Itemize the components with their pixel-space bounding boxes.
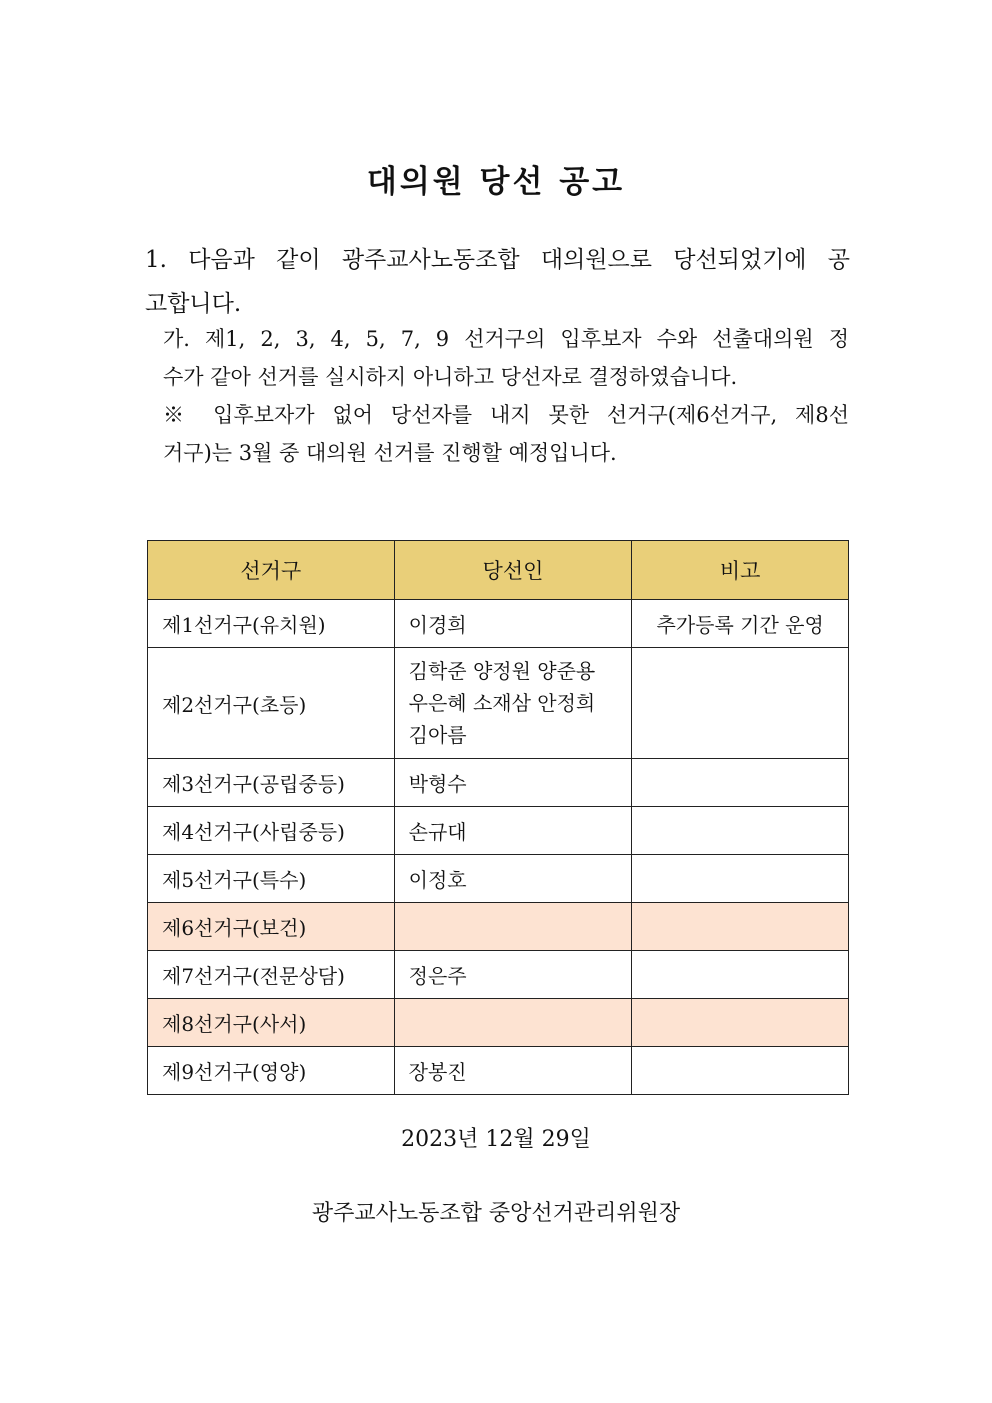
header-note: 비고 (632, 541, 849, 600)
table-row (148, 807, 849, 855)
district-cell: 제2선거구(초등) (148, 648, 395, 759)
election-results-table (147, 540, 849, 1095)
winners-cell (394, 999, 632, 1047)
winners-cell: 이정호 (394, 855, 632, 903)
signer-title: 광주교사노동조합 중앙선거관리위원장 (311, 1201, 681, 1226)
winners-cell: 정은주 (394, 951, 632, 999)
note-cell (632, 903, 849, 951)
table-row-vacant (148, 903, 849, 951)
note-line-1: ※ 입후보자가 없어 당선자를 내지 못한 선거구(제6선거구, 제8선 (163, 403, 849, 427)
table-row (148, 600, 849, 648)
announcement-line-2: 고합니다. (145, 291, 242, 317)
winners-cell (394, 903, 632, 951)
note-cell (632, 855, 849, 903)
table-row-vacant (148, 999, 849, 1047)
winners-cell: 박형수 (394, 759, 632, 807)
announcement-paragraph (145, 238, 850, 326)
district-cell: 제9선거구(영양) (148, 1047, 395, 1095)
note-paragraph (163, 396, 849, 472)
announcement-date: 2023년 12월 29일 (401, 1127, 591, 1152)
header-district: 선거구 (148, 541, 395, 600)
announcement-line-1: 1. 다음과 같이 광주교사노동조합 대의원으로 당선되었기에 공 (145, 247, 850, 273)
winners-cell: 장봉진 (394, 1047, 632, 1095)
page-title: 대의원 당선 공고 (366, 164, 626, 200)
note-cell: 추가등록 기간 운영 (632, 600, 849, 648)
header-winners: 당선인 (394, 541, 632, 600)
sub-paragraph-a-line-1: 가. 제1, 2, 3, 4, 5, 7, 9 선거구의 입후보자 수와 선출대의원 정 (163, 327, 849, 351)
district-cell: 제6선거구(보건) (148, 903, 395, 951)
note-cell (632, 951, 849, 999)
note-line-2: 거구)는 3월 중 대의원 선거를 진행할 예정입니다. (163, 441, 617, 465)
table-header-row (148, 541, 849, 600)
winners-cell: 김학준 양정원 양준용 우은혜 소재삼 안정희 김아름 (394, 648, 632, 759)
district-cell: 제1선거구(유치원) (148, 600, 395, 648)
winners-cell: 이경희 (394, 600, 632, 648)
table-row (148, 648, 849, 759)
district-cell: 제5선거구(특수) (148, 855, 395, 903)
table-row (148, 951, 849, 999)
note-cell (632, 759, 849, 807)
note-cell (632, 648, 849, 759)
sub-paragraph-a (163, 320, 849, 396)
note-cell (632, 807, 849, 855)
table-row (148, 759, 849, 807)
district-cell: 제8선거구(사서) (148, 999, 395, 1047)
winners-cell: 손규대 (394, 807, 632, 855)
note-cell (632, 999, 849, 1047)
table-row (148, 855, 849, 903)
note-cell (632, 1047, 849, 1095)
table-row (148, 1047, 849, 1095)
district-cell: 제3선거구(공립중등) (148, 759, 395, 807)
district-cell: 제7선거구(전문상담) (148, 951, 395, 999)
sub-paragraph-a-line-2: 수가 같아 선거를 실시하지 아니하고 당선자로 결정하였습니다. (163, 365, 738, 389)
district-cell: 제4선거구(사립중등) (148, 807, 395, 855)
